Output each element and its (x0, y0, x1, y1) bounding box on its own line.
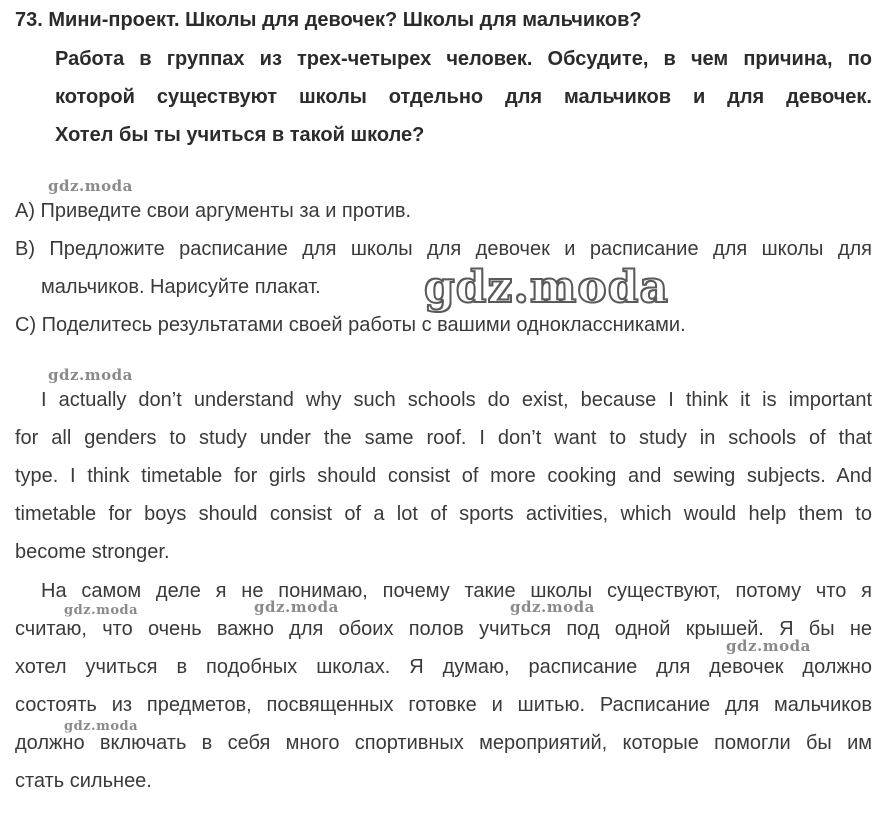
watermark: gdz.moda (726, 637, 811, 655)
english-paragraph-line: for all genders to study under the same roof. I don’t want to study in schools of that (15, 427, 872, 449)
russian-paragraph-line: считаю, что очень важно для обоих полов учиться под одной крышей. Я бы не (15, 618, 872, 640)
watermark: gdz.moda (510, 598, 595, 616)
watermark: gdz.moda (64, 603, 139, 618)
watermark: gdz.moda (254, 598, 339, 616)
russian-paragraph-line: состоять из предметов, посвященных готовке и шитью. Расписание для мальчиков (15, 694, 872, 716)
russian-paragraph-line: должно включать в себя много спортивных мероприятий, которые помогли бы им (15, 732, 872, 754)
english-paragraph-line: timetable for boys should consist of a lot of sports activities, which would help them to (15, 503, 872, 525)
watermark: gdz.moda (64, 719, 139, 734)
russian-paragraph-line: На самом деле я не понимаю, почему такие школы существуют, потому что я (41, 580, 872, 602)
item-b: B) Предложите расписание для школы для девочек и расписание для школы для (15, 238, 872, 260)
english-paragraph-line: become stronger. (15, 541, 170, 563)
instruction-line: Работа в группах из трех-четырех человек. Обсудите, в чем причина, по (55, 48, 872, 70)
english-paragraph-line: I actually don’t understand why such schools do exist, because I think it is important (41, 389, 872, 411)
russian-paragraph-line: стать сильнее. (15, 770, 152, 792)
watermark: gdz.moda (48, 177, 133, 195)
instruction-line: Хотел бы ты учиться в такой школе? (55, 124, 425, 146)
russian-paragraph-line: хотел учиться в подобных школах. Я думаю, расписание для девочек должно (15, 656, 872, 678)
task-number: 73. (15, 9, 43, 31)
instruction-line: которой существуют школы отдельно для мальчиков и для девочек. (55, 86, 872, 108)
watermark: gdz.moda (48, 366, 133, 384)
item-b-continued: мальчиков. Нарисуйте плакат. (41, 276, 321, 298)
task-heading (15, 8, 872, 32)
task-title: Мини-проект. Школы для девочек? Школы для мальчиков? (48, 9, 642, 31)
item-c: C) Поделитесь результатами своей работы с вашими одноклассниками. (15, 314, 686, 336)
item-a: A) Приведите свои аргументы за и против. (15, 200, 412, 222)
english-paragraph-line: type. I think timetable for girls should consist of more cooking and sewing subjects. And (15, 465, 872, 487)
watermark: gdz.moda (424, 262, 670, 313)
